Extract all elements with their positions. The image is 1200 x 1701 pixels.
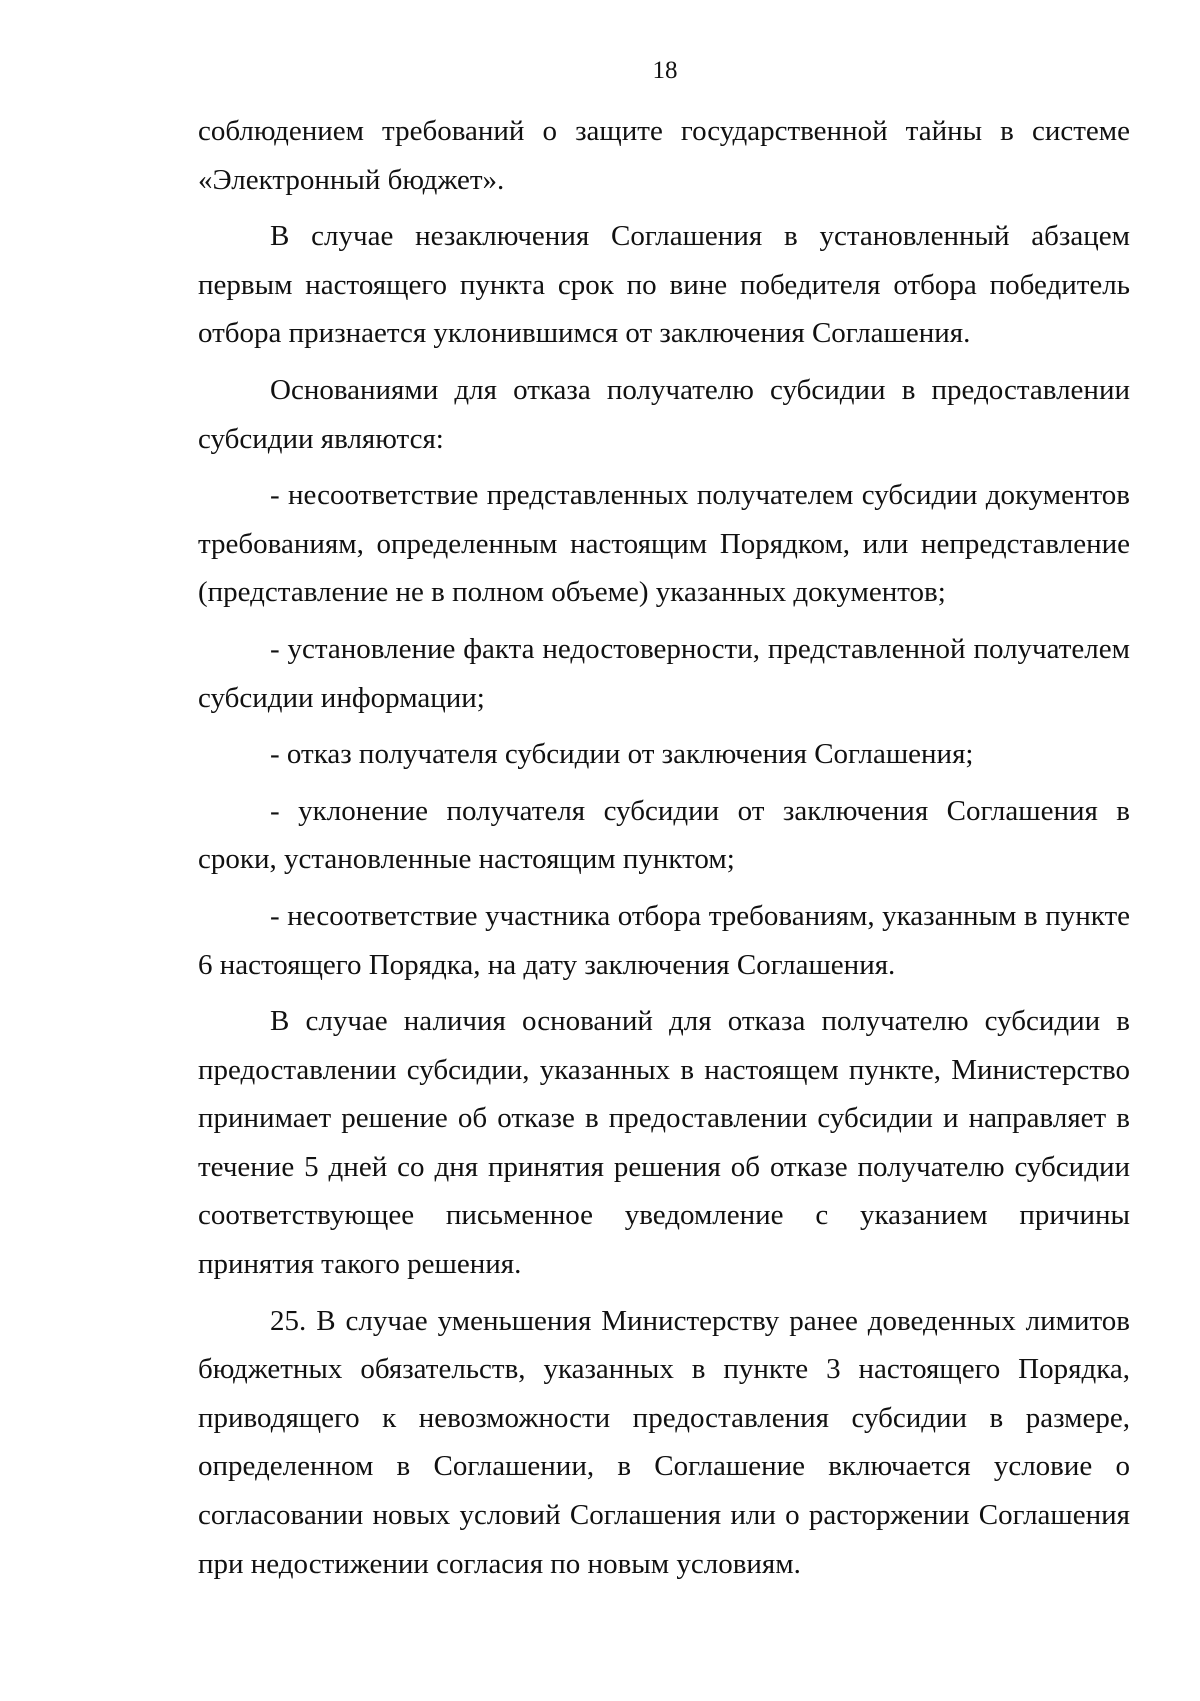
paragraph-refusal-grounds: Основаниями для отказа получателю субсидии в предоставлении субсидии являются: bbox=[198, 373, 1130, 455]
paragraph-non-conclusion: В случае незаключения Соглашения в установленный абзацем первым настоящего пункта срок по вине победителя отбора победитель отбора признается уклонившимся от заключения Соглашения. bbox=[198, 220, 1130, 350]
list-item-document-mismatch: - несоответствие представленных получателем субсидии документов требованиям, определенным настоящим Порядком, или непредставление (представление не в полном объеме) указанных документов; bbox=[198, 479, 1130, 609]
list-item-false-information: - установление факта недостоверности, представленной получателем субсидии информации; bbox=[198, 632, 1130, 714]
page-number-container bbox=[0, 56, 1200, 86]
paragraph-item-25: 25. В случае уменьшения Министерству ранее доведенных лимитов бюджетных обязательств, указанных в пункте 3 настоящего Порядка, приводящего к невозможности предоставления субсидии в размере, определенном в Соглашении, в Соглашение включается условие о согласовании новых условий Соглашения или о расторжении Соглашения при недостижении согласия по новым условиям. bbox=[198, 1304, 1130, 1580]
paragraph-refusal-decision: В случае наличия оснований для отказа получателю субсидии в предоставлении субсидии, указанных в настоящем пункте, Министерство принимает решение об отказе в предоставлении субсидии и направляет в течение 5 дней со дня принятия решения об отказе получателю субсидии соответствующее письменное уведомление с указанием причины принятия такого решения. bbox=[198, 1005, 1130, 1281]
list-item-refusal-to-conclude: - отказ получателя субсидии от заключения Соглашения; bbox=[270, 738, 974, 771]
page-number: 18 bbox=[652, 57, 678, 84]
list-item-evasion: - уклонение получателя субсидии от заключения Соглашения в сроки, установленные настоящим пунктом; bbox=[198, 794, 1130, 876]
list-item-participant-mismatch: - несоответствие участника отбора требованиям, указанным в пункте 6 настоящего Порядка, на дату заключения Соглашения. bbox=[198, 899, 1130, 981]
document-body bbox=[198, 107, 1130, 1588]
paragraph-continuation: соблюдением требований о защите государственной тайны в системе «Электронный бюджет». bbox=[198, 115, 1130, 196]
